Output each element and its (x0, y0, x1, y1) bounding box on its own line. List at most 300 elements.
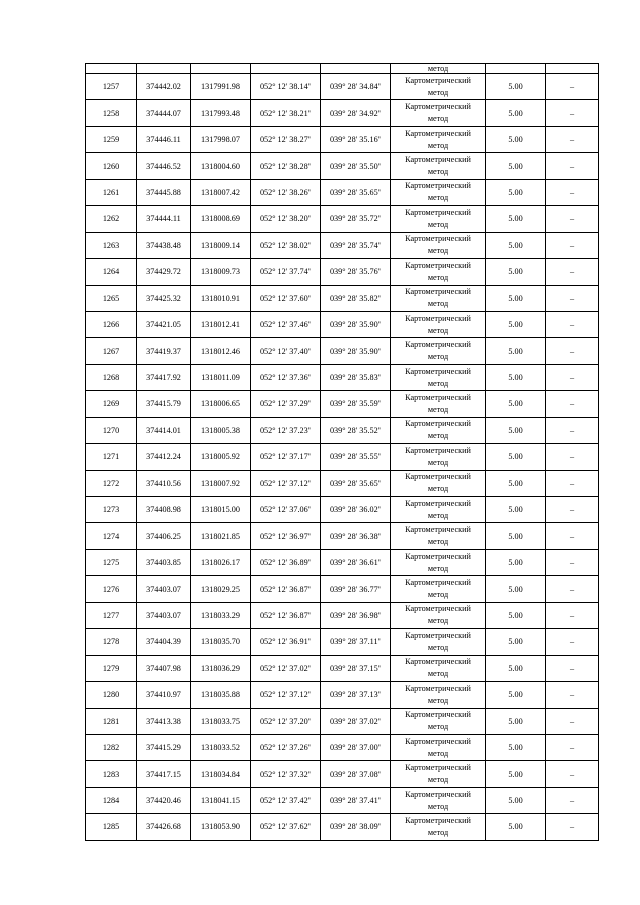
cell-accuracy: 5.00 (486, 602, 546, 628)
cell-x-coordinate: 374417.15 (137, 761, 191, 787)
cell-accuracy: 5.00 (486, 126, 546, 152)
method-line-1: Картометрический (405, 313, 471, 323)
method-line-1: Картометрический (405, 181, 471, 191)
cell-point-number: 1275 (86, 549, 137, 575)
cell-accuracy: 5.00 (486, 470, 546, 496)
cell-empty (86, 64, 137, 74)
cell-y-coordinate: 1318009.14 (191, 232, 251, 258)
method-line-1: Картометрический (405, 683, 471, 693)
cell-method (391, 126, 486, 152)
cell-accuracy: 5.00 (486, 655, 546, 681)
method-line-1: Картометрический (405, 128, 471, 138)
method-line-1: Картометрический (405, 392, 471, 402)
cell-method (391, 417, 486, 443)
cell-method (391, 391, 486, 417)
cell-method-tail: метод (391, 64, 486, 74)
cell-accuracy: 5.00 (486, 523, 546, 549)
cell-accuracy: 5.00 (486, 179, 546, 205)
cell-y-coordinate: 1318008.69 (191, 206, 251, 232)
cell-accuracy: 5.00 (486, 708, 546, 734)
cell-note: – (546, 444, 599, 470)
cell-point-number: 1267 (86, 338, 137, 364)
method-line-2: метод (427, 404, 449, 414)
cell-y-coordinate: 1318041.15 (191, 787, 251, 813)
continued-row (86, 64, 599, 74)
cell-x-coordinate: 374408.98 (137, 497, 191, 523)
cell-latitude: 052° 12' 37.62" (251, 814, 321, 840)
cell-latitude: 052° 12' 36.87" (251, 576, 321, 602)
cell-x-coordinate: 374403.85 (137, 549, 191, 575)
method-line-2: метод (427, 642, 449, 652)
cell-method (391, 232, 486, 258)
method-line-1: Картометрический (405, 525, 471, 535)
cell-latitude: 052° 12' 37.26" (251, 734, 321, 760)
cell-longitude: 039° 28' 35.76" (321, 259, 391, 285)
cell-point-number: 1262 (86, 206, 137, 232)
table-row (86, 311, 599, 337)
cell-latitude: 052° 12' 37.20" (251, 708, 321, 734)
cell-note: – (546, 74, 599, 100)
cell-longitude: 039° 28' 36.98" (321, 602, 391, 628)
cell-latitude: 052° 12' 36.89" (251, 549, 321, 575)
cell-point-number: 1279 (86, 655, 137, 681)
method-line-1: Картометрический (405, 340, 471, 350)
cell-method (391, 682, 486, 708)
table-row (86, 708, 599, 734)
cell-y-coordinate: 1318026.17 (191, 549, 251, 575)
cell-latitude: 052° 12' 38.27" (251, 126, 321, 152)
cell-point-number: 1269 (86, 391, 137, 417)
cell-note: – (546, 655, 599, 681)
table-row (86, 497, 599, 523)
cell-accuracy: 5.00 (486, 576, 546, 602)
cell-x-coordinate: 374442.02 (137, 74, 191, 100)
cell-accuracy: 5.00 (486, 232, 546, 258)
cell-point-number: 1270 (86, 417, 137, 443)
table-row (86, 417, 599, 443)
cell-longitude: 039° 28' 34.92" (321, 100, 391, 126)
cell-longitude: 039° 28' 35.74" (321, 232, 391, 258)
method-line-2: метод (427, 457, 449, 467)
method-line-1: Картометрический (405, 551, 471, 561)
cell-x-coordinate: 374421.05 (137, 311, 191, 337)
cell-note: – (546, 153, 599, 179)
method-line-2: метод (427, 827, 449, 837)
table-row (86, 523, 599, 549)
table-row (86, 126, 599, 152)
method-line-2: метод (427, 299, 449, 309)
cell-accuracy: 5.00 (486, 153, 546, 179)
cell-accuracy: 5.00 (486, 629, 546, 655)
cell-point-number: 1277 (86, 602, 137, 628)
method-line-2: метод (427, 167, 449, 177)
cell-method (391, 523, 486, 549)
cell-method (391, 338, 486, 364)
cell-x-coordinate: 374406.25 (137, 523, 191, 549)
cell-latitude: 052° 12' 37.42" (251, 787, 321, 813)
cell-y-coordinate: 1318012.41 (191, 311, 251, 337)
table-row (86, 787, 599, 813)
cell-y-coordinate: 1318036.29 (191, 655, 251, 681)
table-row (86, 602, 599, 628)
method-line-2: метод (427, 563, 449, 573)
cell-x-coordinate: 374414.01 (137, 417, 191, 443)
cell-x-coordinate: 374425.32 (137, 285, 191, 311)
table-row (86, 549, 599, 575)
method-line-2: метод (427, 801, 449, 811)
cell-note: – (546, 708, 599, 734)
cell-latitude: 052° 12' 37.74" (251, 259, 321, 285)
cell-point-number: 1271 (86, 444, 137, 470)
cell-empty (251, 64, 321, 74)
method-line-1: Картометрический (405, 498, 471, 508)
cell-method (391, 179, 486, 205)
cell-y-coordinate: 1318010.91 (191, 285, 251, 311)
method-line-2: метод (427, 140, 449, 150)
cell-method (391, 814, 486, 840)
cell-x-coordinate: 374410.56 (137, 470, 191, 496)
method-line-1: Картометрический (405, 578, 471, 588)
cell-method (391, 100, 486, 126)
table-row (86, 259, 599, 285)
cell-accuracy: 5.00 (486, 444, 546, 470)
cell-accuracy: 5.00 (486, 100, 546, 126)
cell-longitude: 039° 28' 35.65" (321, 470, 391, 496)
cell-point-number: 1259 (86, 126, 137, 152)
cell-longitude: 039° 28' 37.41" (321, 787, 391, 813)
cell-longitude: 039° 28' 35.65" (321, 179, 391, 205)
table-row (86, 576, 599, 602)
cell-longitude: 039° 28' 36.38" (321, 523, 391, 549)
cell-empty (191, 64, 251, 74)
cell-x-coordinate: 374412.24 (137, 444, 191, 470)
method-line-1: Картометрический (405, 260, 471, 270)
cell-note: – (546, 761, 599, 787)
cell-y-coordinate: 1318034.84 (191, 761, 251, 787)
cell-point-number: 1282 (86, 734, 137, 760)
cell-latitude: 052° 12' 37.12" (251, 470, 321, 496)
cell-latitude: 052° 12' 36.91" (251, 629, 321, 655)
cell-longitude: 039° 28' 37.02" (321, 708, 391, 734)
method-line-2: метод (427, 114, 449, 124)
cell-method (391, 602, 486, 628)
table-row (86, 153, 599, 179)
method-line-1: Картометрический (405, 207, 471, 217)
cell-note: – (546, 417, 599, 443)
table-row (86, 761, 599, 787)
cell-note: – (546, 179, 599, 205)
cell-accuracy: 5.00 (486, 814, 546, 840)
cell-latitude: 052° 12' 38.14" (251, 74, 321, 100)
cell-longitude: 039° 28' 36.02" (321, 497, 391, 523)
cell-longitude: 039° 28' 37.13" (321, 682, 391, 708)
cell-longitude: 039° 28' 35.83" (321, 364, 391, 390)
cell-method (391, 787, 486, 813)
cell-latitude: 052° 12' 38.20" (251, 206, 321, 232)
method-line-2: метод (427, 352, 449, 362)
cell-method (391, 629, 486, 655)
cell-x-coordinate: 374444.11 (137, 206, 191, 232)
method-line-2: метод (427, 748, 449, 758)
cell-latitude: 052° 12' 37.12" (251, 682, 321, 708)
table-row (86, 629, 599, 655)
cell-y-coordinate: 1318004.60 (191, 153, 251, 179)
cell-x-coordinate: 374429.72 (137, 259, 191, 285)
cell-note: – (546, 629, 599, 655)
method-line-2: метод (427, 246, 449, 256)
method-line-1: Картометрический (405, 789, 471, 799)
method-line-1: Картометрический (405, 366, 471, 376)
table-row (86, 655, 599, 681)
cell-method (391, 259, 486, 285)
cell-point-number: 1257 (86, 74, 137, 100)
cell-x-coordinate: 374403.07 (137, 602, 191, 628)
cell-latitude: 052° 12' 37.32" (251, 761, 321, 787)
method-line-1: Картометрический (405, 155, 471, 165)
cell-note: – (546, 100, 599, 126)
cell-point-number: 1260 (86, 153, 137, 179)
method-line-2: метод (427, 484, 449, 494)
cell-note: – (546, 497, 599, 523)
cell-method (391, 74, 486, 100)
cell-longitude: 039° 28' 37.08" (321, 761, 391, 787)
cell-note: – (546, 523, 599, 549)
cell-method (391, 549, 486, 575)
method-line-1: Картометрический (405, 75, 471, 85)
method-line-1: Картометрический (405, 736, 471, 746)
cell-latitude: 052° 12' 36.97" (251, 523, 321, 549)
cell-point-number: 1278 (86, 629, 137, 655)
table-row (86, 179, 599, 205)
table-row (86, 444, 599, 470)
cell-method (391, 444, 486, 470)
cell-latitude: 052° 12' 36.87" (251, 602, 321, 628)
method-line-1: Картометрический (405, 604, 471, 614)
cell-accuracy: 5.00 (486, 734, 546, 760)
cell-note: – (546, 814, 599, 840)
method-line-2: метод (427, 669, 449, 679)
table-row (86, 232, 599, 258)
cell-x-coordinate: 374413.38 (137, 708, 191, 734)
cell-point-number: 1280 (86, 682, 137, 708)
cell-accuracy: 5.00 (486, 391, 546, 417)
cell-x-coordinate: 374426.68 (137, 814, 191, 840)
cell-latitude: 052° 12' 37.17" (251, 444, 321, 470)
method-line-2: метод (427, 722, 449, 732)
cell-accuracy: 5.00 (486, 682, 546, 708)
cell-longitude: 039° 28' 38.09" (321, 814, 391, 840)
method-line-2: метод (427, 87, 449, 97)
table-row (86, 285, 599, 311)
cell-point-number: 1281 (86, 708, 137, 734)
cell-longitude: 039° 28' 37.00" (321, 734, 391, 760)
cell-method (391, 153, 486, 179)
cell-note: – (546, 787, 599, 813)
cell-note: – (546, 391, 599, 417)
cell-point-number: 1265 (86, 285, 137, 311)
cell-y-coordinate: 1318012.46 (191, 338, 251, 364)
cell-x-coordinate: 374446.52 (137, 153, 191, 179)
method-line-1: Картометрический (405, 102, 471, 112)
cell-empty (546, 64, 599, 74)
cell-x-coordinate: 374417.92 (137, 364, 191, 390)
method-line-2: метод (427, 272, 449, 282)
method-line-2: метод (427, 193, 449, 203)
cell-accuracy: 5.00 (486, 311, 546, 337)
cell-y-coordinate: 1318035.88 (191, 682, 251, 708)
cell-method (391, 285, 486, 311)
cell-note: – (546, 285, 599, 311)
cell-y-coordinate: 1318035.70 (191, 629, 251, 655)
coordinates-table (85, 63, 599, 841)
cell-accuracy: 5.00 (486, 364, 546, 390)
method-line-1: Картометрический (405, 287, 471, 297)
cell-x-coordinate: 374420.46 (137, 787, 191, 813)
cell-x-coordinate: 374410.97 (137, 682, 191, 708)
cell-y-coordinate: 1318006.65 (191, 391, 251, 417)
cell-y-coordinate: 1317991.98 (191, 74, 251, 100)
cell-y-coordinate: 1318015.00 (191, 497, 251, 523)
cell-x-coordinate: 374403.07 (137, 576, 191, 602)
method-line-2: метод (427, 378, 449, 388)
table-row (86, 470, 599, 496)
cell-x-coordinate: 374415.29 (137, 734, 191, 760)
cell-note: – (546, 126, 599, 152)
method-line-2: метод (427, 695, 449, 705)
cell-method (391, 734, 486, 760)
cell-x-coordinate: 374446.11 (137, 126, 191, 152)
method-line-1: Картометрический (405, 710, 471, 720)
cell-accuracy: 5.00 (486, 497, 546, 523)
cell-y-coordinate: 1318029.25 (191, 576, 251, 602)
cell-accuracy: 5.00 (486, 338, 546, 364)
cell-method (391, 761, 486, 787)
cell-point-number: 1261 (86, 179, 137, 205)
cell-note: – (546, 549, 599, 575)
cell-longitude: 039° 28' 35.16" (321, 126, 391, 152)
cell-longitude: 039° 28' 35.90" (321, 338, 391, 364)
cell-note: – (546, 470, 599, 496)
cell-point-number: 1276 (86, 576, 137, 602)
cell-x-coordinate: 374445.88 (137, 179, 191, 205)
cell-note: – (546, 602, 599, 628)
cell-longitude: 039° 28' 37.15" (321, 655, 391, 681)
cell-accuracy: 5.00 (486, 259, 546, 285)
method-line-1: Картометрический (405, 234, 471, 244)
cell-longitude: 039° 28' 37.11" (321, 629, 391, 655)
cell-latitude: 052° 12' 37.29" (251, 391, 321, 417)
cell-longitude: 039° 28' 35.90" (321, 311, 391, 337)
method-line-2: метод (427, 325, 449, 335)
cell-accuracy: 5.00 (486, 74, 546, 100)
coordinates-table-body (86, 64, 599, 841)
cell-note: – (546, 338, 599, 364)
table-row (86, 100, 599, 126)
cell-longitude: 039° 28' 34.84" (321, 74, 391, 100)
method-line-1: Картометрический (405, 815, 471, 825)
method-line-2: метод (427, 775, 449, 785)
cell-latitude: 052° 12' 37.06" (251, 497, 321, 523)
table-row (86, 814, 599, 840)
cell-point-number: 1273 (86, 497, 137, 523)
cell-x-coordinate: 374407.98 (137, 655, 191, 681)
cell-latitude: 052° 12' 37.60" (251, 285, 321, 311)
method-line-2: метод (427, 510, 449, 520)
cell-x-coordinate: 374404.39 (137, 629, 191, 655)
cell-note: – (546, 206, 599, 232)
cell-y-coordinate: 1317998.07 (191, 126, 251, 152)
table-row (86, 682, 599, 708)
cell-y-coordinate: 1318009.73 (191, 259, 251, 285)
cell-x-coordinate: 374415.79 (137, 391, 191, 417)
method-line-1: Картометрический (405, 419, 471, 429)
cell-method (391, 708, 486, 734)
cell-accuracy: 5.00 (486, 285, 546, 311)
cell-note: – (546, 364, 599, 390)
method-line-2: метод (427, 616, 449, 626)
cell-point-number: 1263 (86, 232, 137, 258)
cell-method (391, 470, 486, 496)
cell-note: – (546, 734, 599, 760)
cell-point-number: 1283 (86, 761, 137, 787)
cell-y-coordinate: 1318033.52 (191, 734, 251, 760)
cell-x-coordinate: 374419.37 (137, 338, 191, 364)
table-row (86, 364, 599, 390)
cell-longitude: 039° 28' 35.59" (321, 391, 391, 417)
cell-latitude: 052° 12' 38.21" (251, 100, 321, 126)
table-row (86, 391, 599, 417)
cell-note: – (546, 311, 599, 337)
cell-latitude: 052° 12' 38.28" (251, 153, 321, 179)
cell-empty (321, 64, 391, 74)
cell-method (391, 576, 486, 602)
cell-point-number: 1266 (86, 311, 137, 337)
cell-longitude: 039° 28' 35.50" (321, 153, 391, 179)
cell-method (391, 655, 486, 681)
cell-point-number: 1285 (86, 814, 137, 840)
cell-method (391, 206, 486, 232)
cell-latitude: 052° 12' 38.26" (251, 179, 321, 205)
method-line-2: метод (427, 537, 449, 547)
cell-latitude: 052° 12' 38.02" (251, 232, 321, 258)
table-row (86, 206, 599, 232)
cell-y-coordinate: 1318033.75 (191, 708, 251, 734)
cell-note: – (546, 682, 599, 708)
cell-note: – (546, 259, 599, 285)
cell-y-coordinate: 1318007.92 (191, 470, 251, 496)
table-row (86, 734, 599, 760)
cell-method (391, 497, 486, 523)
cell-latitude: 052° 12' 37.02" (251, 655, 321, 681)
cell-y-coordinate: 1318005.38 (191, 417, 251, 443)
cell-point-number: 1272 (86, 470, 137, 496)
cell-point-number: 1274 (86, 523, 137, 549)
method-line-1: Картометрический (405, 445, 471, 455)
cell-method (391, 364, 486, 390)
cell-accuracy: 5.00 (486, 549, 546, 575)
cell-latitude: 052° 12' 37.36" (251, 364, 321, 390)
cell-point-number: 1268 (86, 364, 137, 390)
cell-latitude: 052° 12' 37.40" (251, 338, 321, 364)
cell-point-number: 1284 (86, 787, 137, 813)
method-line-1: Картометрический (405, 657, 471, 667)
method-line-1: Картометрический (405, 630, 471, 640)
cell-method (391, 311, 486, 337)
cell-accuracy: 5.00 (486, 417, 546, 443)
cell-accuracy: 5.00 (486, 206, 546, 232)
cell-y-coordinate: 1318011.09 (191, 364, 251, 390)
table-row (86, 74, 599, 100)
